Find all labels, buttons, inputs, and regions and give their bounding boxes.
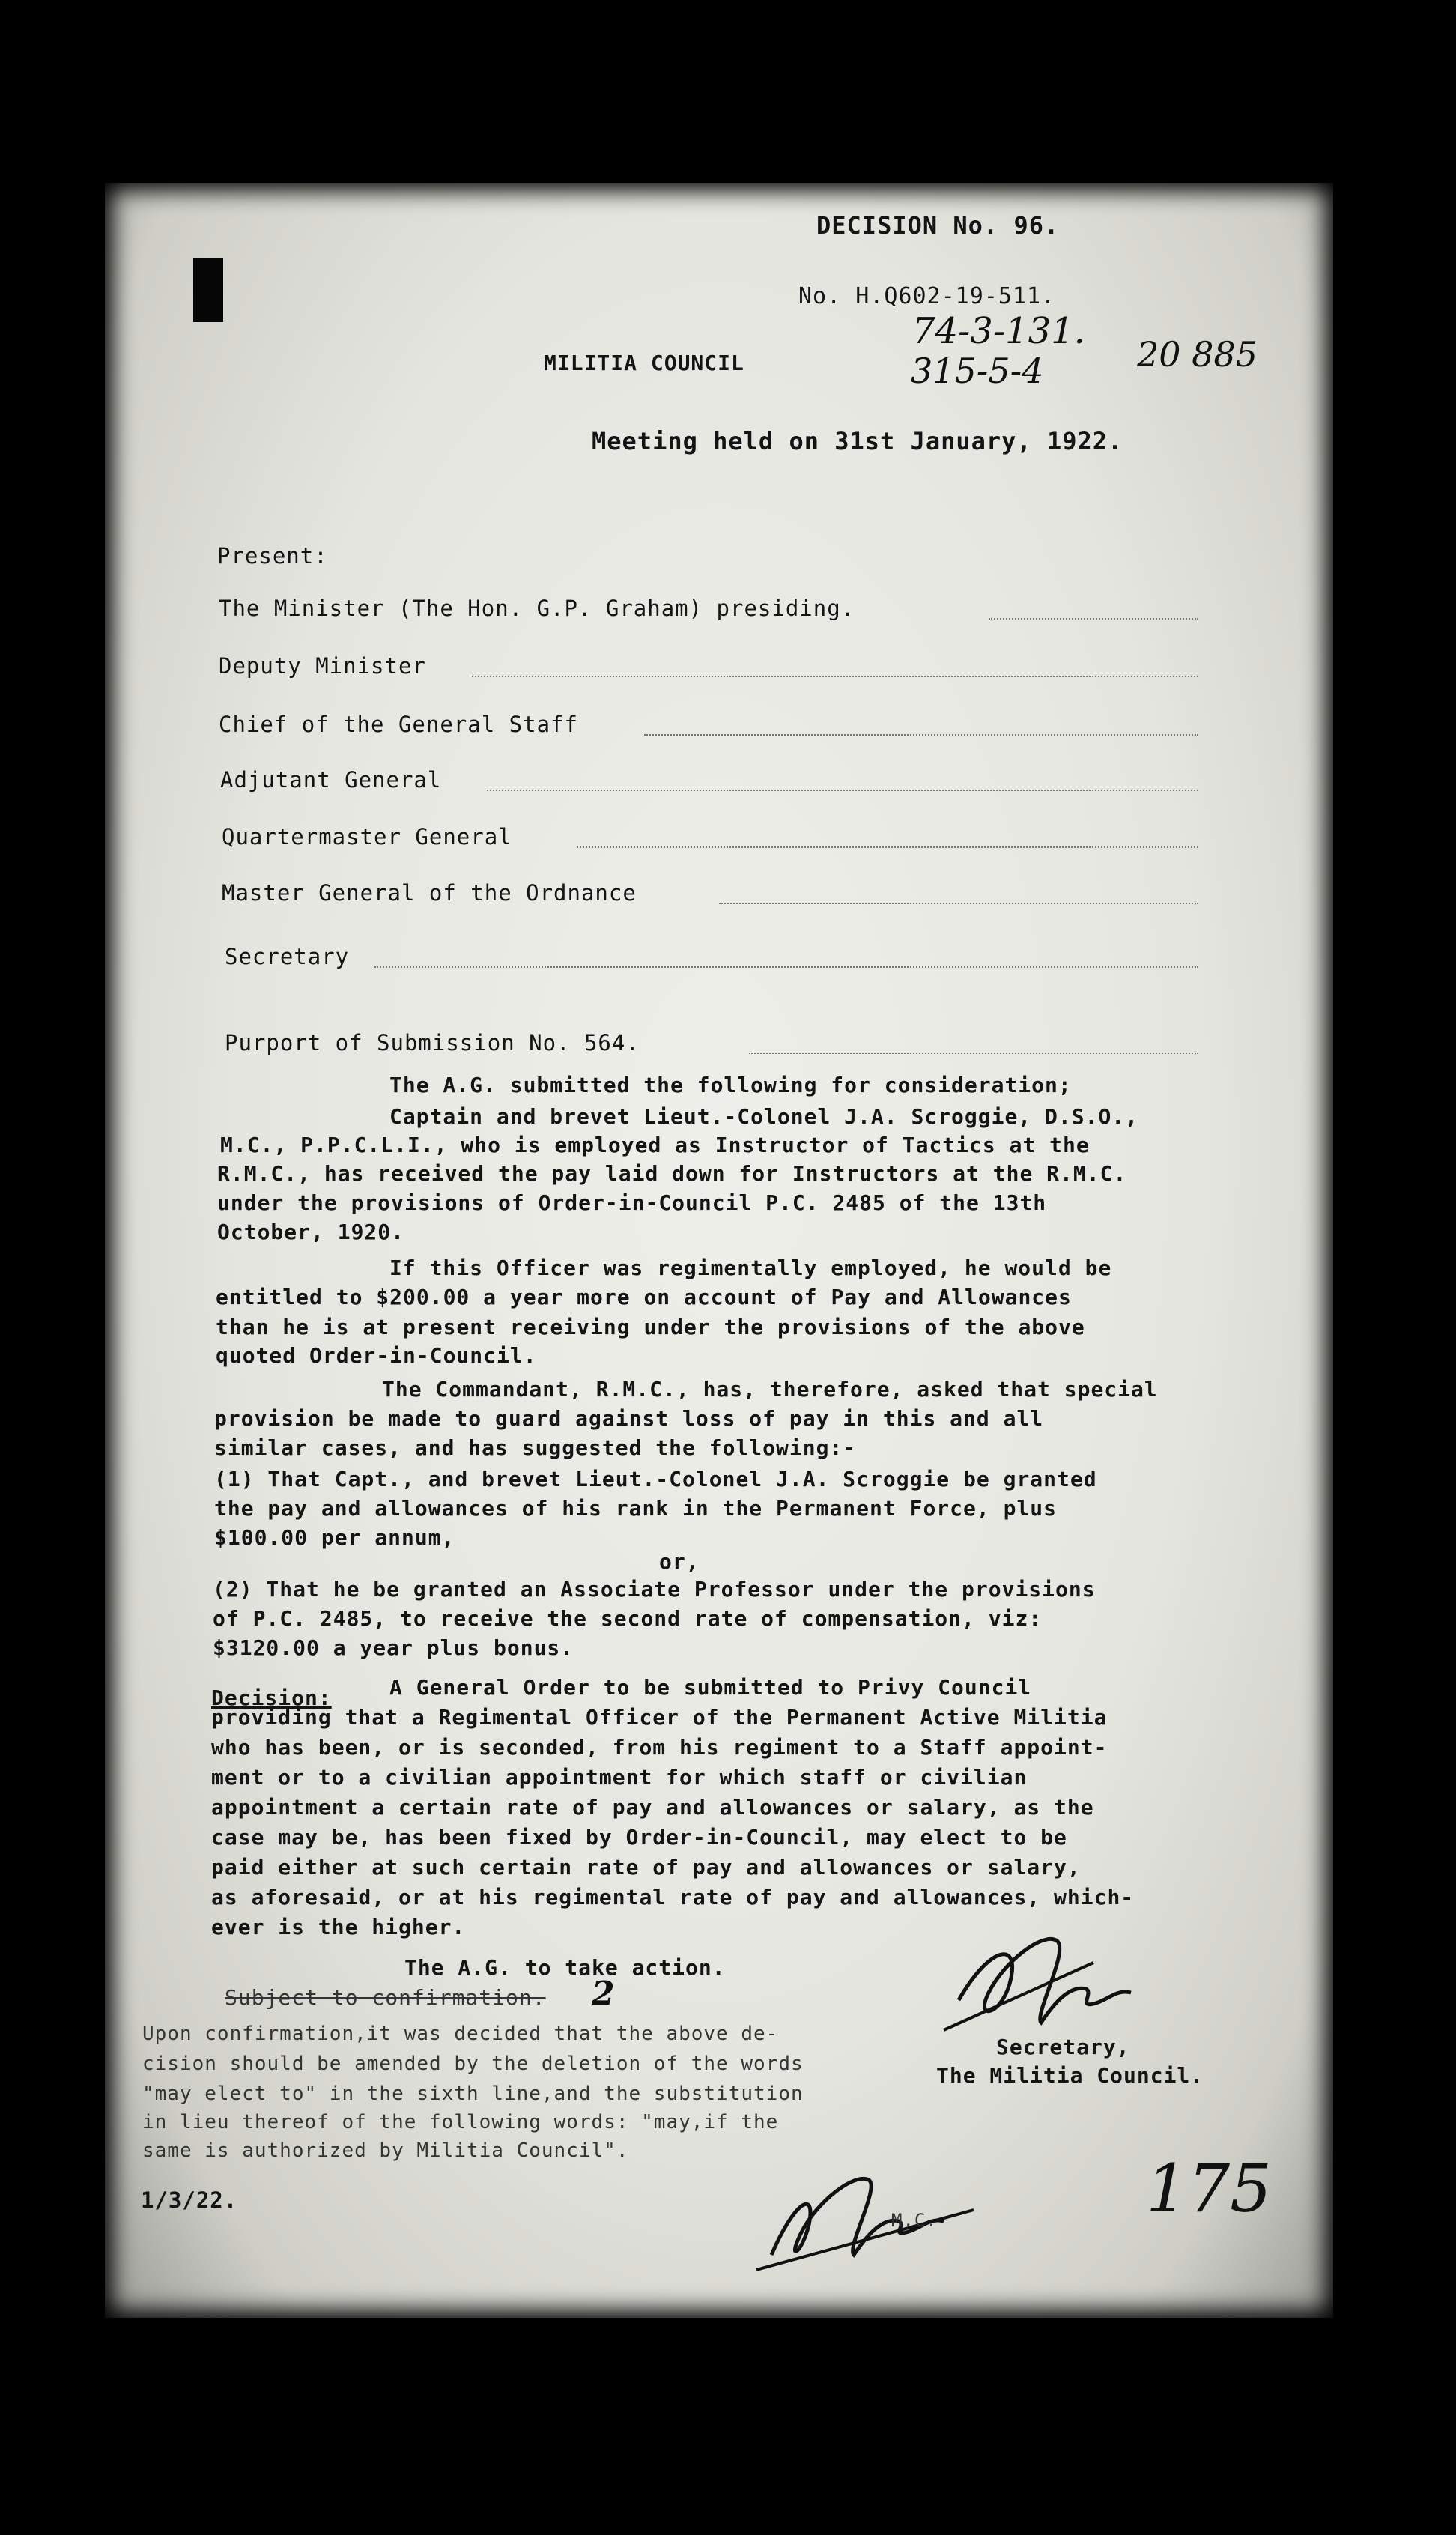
- decision-line: appointment a certain rate of pay and allowances or salary, as the: [211, 1795, 1094, 1820]
- body-line: of P.C. 2485, to receive the second rate of compensation, viz:: [213, 1606, 1043, 1631]
- body-line: or,: [659, 1549, 700, 1574]
- handwritten-ref-1: 74-3-131.: [912, 310, 1085, 352]
- initials-suffix: M.C.: [891, 2210, 938, 2231]
- dotted-line: [374, 966, 1198, 968]
- present-member: Master General of the Ordnance: [222, 880, 637, 906]
- action-line: The A.G. to take action.: [404, 1955, 726, 1980]
- body-line: (2) That he be granted an Associate Professor under the provisions: [213, 1577, 1096, 1602]
- present-heading: Present:: [217, 543, 328, 569]
- confirmation-line: Upon confirmation,it was decided that the above de-: [142, 2023, 779, 2045]
- body-line: $100.00 per annum,: [214, 1525, 455, 1550]
- signature-2: [749, 2142, 1004, 2277]
- dotted-line: [749, 1053, 1198, 1054]
- secretary-title: Secretary,: [996, 2035, 1130, 2059]
- body-line: If this Officer was regimentally employed, he would be: [389, 1256, 1112, 1280]
- decision-line: paid either at such certain rate of pay and allowances or salary,: [211, 1855, 1081, 1880]
- decision-label: Decision:: [211, 1686, 332, 1710]
- present-member: The Minister (The Hon. G.P. Graham) presiding.: [219, 596, 855, 621]
- decision-line: providing that a Regimental Officer of the Permanent Active Militia: [211, 1705, 1108, 1730]
- decision-line: ment or to a civilian appointment for which staff or civilian: [211, 1765, 1028, 1790]
- dotted-line: [577, 846, 1198, 848]
- present-member: Quartermaster General: [222, 824, 512, 849]
- confirmation-line: in lieu thereof of the following words: "may,if the: [142, 2111, 779, 2133]
- signature-1: [929, 1918, 1198, 2045]
- dotted-line: [487, 790, 1198, 791]
- body-line: under the provisions of Order-in-Council P.C. 2485 of the 13th: [217, 1190, 1047, 1215]
- dotted-line: [644, 734, 1198, 736]
- date-footer: 1/3/22.: [141, 2187, 238, 2213]
- council-name: The Militia Council.: [936, 2063, 1204, 2088]
- body-line: entitled to $200.00 a year more on account of Pay and Allowances: [216, 1285, 1072, 1309]
- dotted-line: [989, 618, 1198, 620]
- page-number: 175: [1146, 2150, 1272, 2227]
- confirmation-line: same is authorized by Militia Council".: [142, 2139, 629, 2162]
- body-line: M.C., P.P.C.L.I., who is employed as Instructor of Tactics at the: [220, 1133, 1090, 1157]
- hole-punch-mark: [193, 258, 223, 322]
- meeting-date: Meeting held on 31st January, 1922.: [592, 427, 1123, 455]
- body-line: (1) That Capt., and brevet Lieut.-Colonel J.A. Scroggie be granted: [214, 1467, 1097, 1491]
- present-member: Secretary: [225, 944, 350, 969]
- confirmation-line: cision should be amended by the deletion of the words: [142, 2053, 804, 2075]
- dotted-line: [472, 676, 1198, 677]
- body-line: October, 1920.: [217, 1220, 405, 1244]
- decision-line: case may be, has been fixed by Order-in-Council, may elect to be: [211, 1825, 1067, 1850]
- confirmation-line: "may elect to" in the sixth line,and the substitution: [142, 2083, 804, 2105]
- struck-line: Subject to confirmation.: [225, 1985, 546, 2010]
- body-line: R.M.C., has received the pay laid down for Instructors at the R.M.C.: [217, 1161, 1127, 1186]
- decision-number: DECISION No. 96.: [816, 211, 1060, 240]
- body-line: provision be made to guard against loss of pay in this and all: [214, 1406, 1044, 1431]
- handwritten-number: 2: [592, 1975, 615, 2013]
- decision-line: A General Order to be submitted to Privy Council: [389, 1675, 1032, 1700]
- body-line: The Commandant, R.M.C., has, therefore, asked that special: [382, 1377, 1158, 1402]
- body-line: quoted Order-in-Council.: [216, 1343, 537, 1368]
- handwritten-ref-2: 315-5-4: [911, 351, 1044, 391]
- present-member: Adjutant General: [220, 767, 442, 793]
- present-member: Chief of the General Staff: [219, 712, 578, 737]
- file-number: No. H.Q602-19-511.: [798, 283, 1056, 309]
- council-title: MILITIA COUNCIL: [544, 351, 744, 375]
- body-line: than he is at present receiving under the provisions of the above: [216, 1315, 1085, 1339]
- body-line: $3120.00 a year plus bonus.: [213, 1635, 574, 1660]
- decision-line: as aforesaid, or at his regimental rate of pay and allowances, which-: [211, 1885, 1135, 1909]
- dotted-line: [719, 903, 1198, 904]
- decision-line: who has been, or is seconded, from his regiment to a Staff appoint-: [211, 1735, 1108, 1760]
- body-line: Captain and brevet Lieut.-Colonel J.A. Scroggie, D.S.O.,: [389, 1104, 1139, 1129]
- present-member: Deputy Minister: [219, 653, 426, 679]
- purport-line: Purport of Submission No. 564.: [225, 1030, 640, 1056]
- body-line: similar cases, and has suggested the following:-: [214, 1435, 857, 1460]
- body-line: the pay and allowances of his rank in the Permanent Force, plus: [214, 1496, 1058, 1521]
- body-line: The A.G. submitted the following for consideration;: [389, 1073, 1072, 1097]
- decision-line: ever is the higher.: [211, 1915, 466, 1939]
- handwritten-ref-3: 20 885: [1137, 334, 1258, 375]
